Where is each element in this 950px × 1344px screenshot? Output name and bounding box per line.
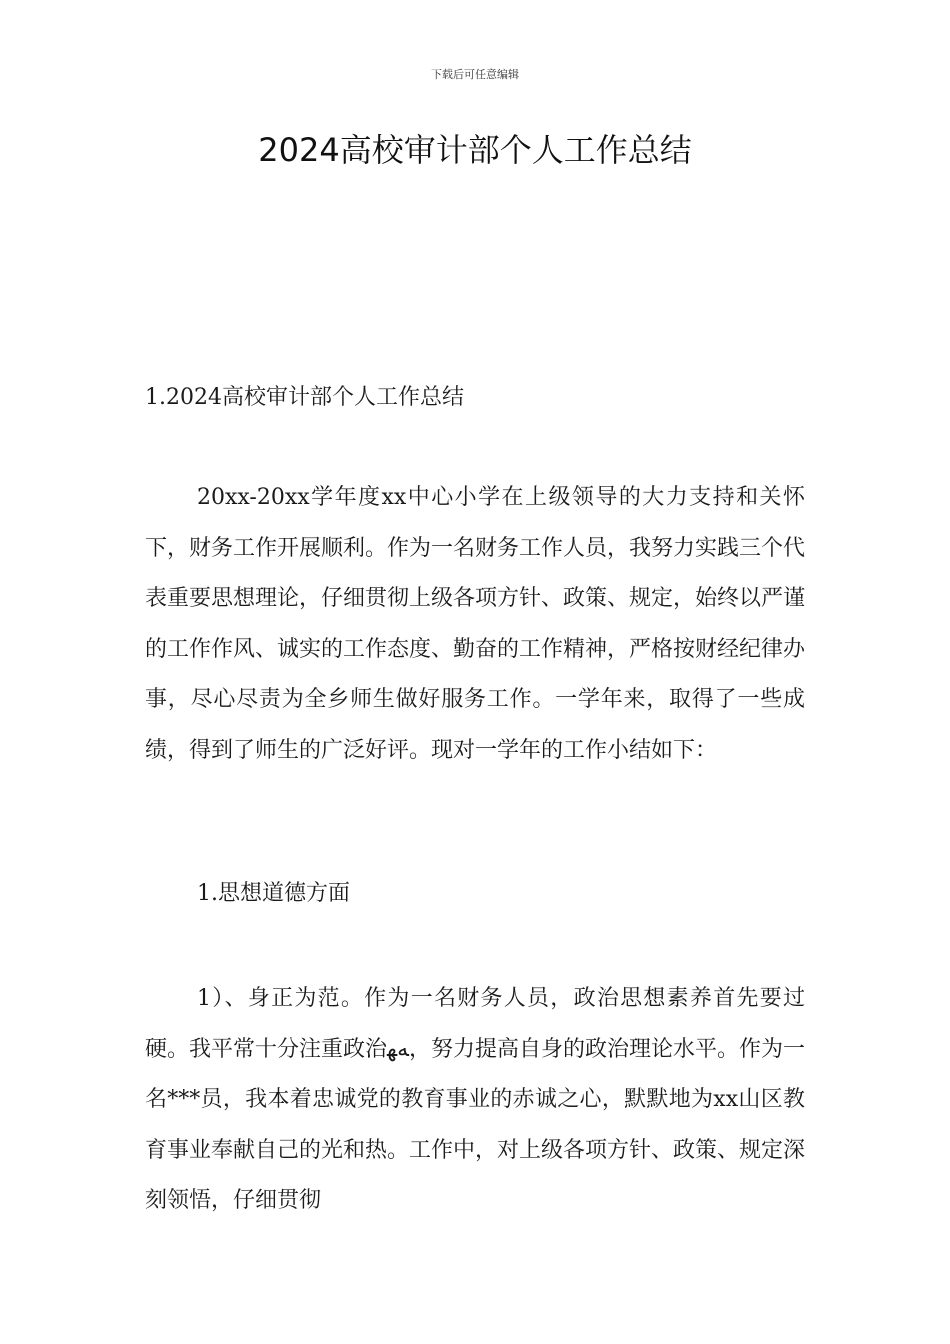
document-title: 2024高校审计部个人工作总结 [258, 131, 692, 169]
header-note: 下载后可任意编辑 [431, 68, 519, 81]
intro-paragraph: 20xx-20xx学年度xx中心小学在上级领导的大力支持和关怀下，财务工作开展顺利。作为一名财务工作人员，我努力实践三个代表重要思想理论，仔细贯彻上级各项方针、政策、规定，始终以严谨的工作作风、诚实的工作态度、勤奋的工作精神，严格按财经纪律办事，尽心尽责为全乡师生做好服务工作。一学年来，取得了一些成绩，得到了师生的广泛好评。现对一学年的工作小结如下： [145, 485, 806, 763]
body-paragraph: 1）、身正为范。作为一名财务人员，政治思想素养首先要过硬。我平常十分注重政治ﻪﻬ，努力提高自身的政治理论水平。作为一名***员，我本着忠诚党的教育事业的赤诚之心，默默地为xx山区教育事业奉献自己的光和热。工作中，对上级各项方针、政策、规定深刻领悟，仔细贯彻 [145, 986, 806, 1213]
sub-heading-ideology: 1.思想道德方面 [197, 881, 350, 906]
section-heading: 1.2024高校审计部个人工作总结 [145, 385, 464, 410]
